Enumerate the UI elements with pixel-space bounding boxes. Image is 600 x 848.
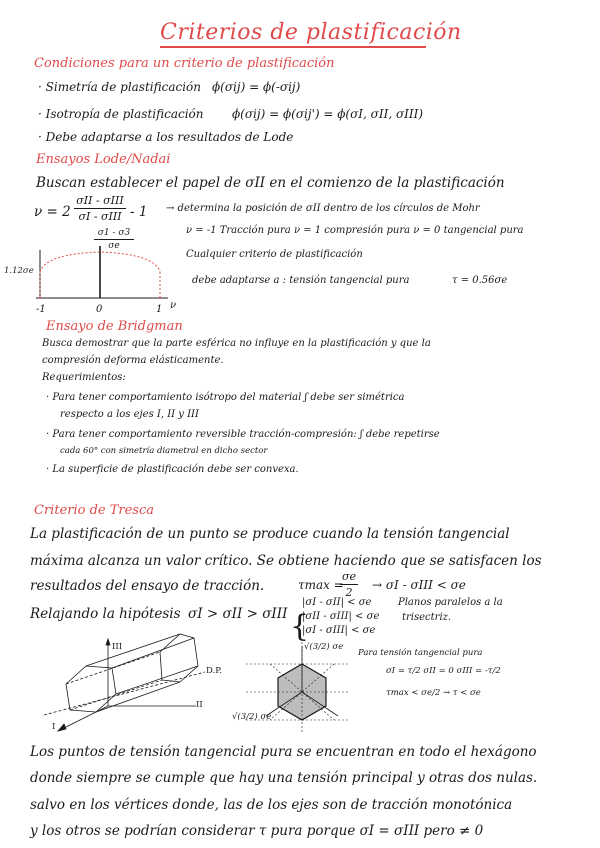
conclusion-line2: donde siempre se cumple que hay una tensión principal y otras dos nulas.	[30, 770, 538, 786]
lode-cases: ν = -1 Tracción pura ν = 1 compresión pura ν = 0 tangencial pura	[186, 225, 524, 236]
lode-adapt-text: debe adaptarse a : tensión tangencial pura	[192, 275, 410, 286]
graph-x-tick-neg1: -1	[36, 304, 46, 315]
tmax-numerator: σe	[341, 570, 357, 583]
lode-arrow-text: → determina la posición de σII dentro de los círculos de Mohr	[166, 203, 480, 214]
hex-label-left: √(3/2) σe	[232, 712, 272, 722]
tresca-tmax-rhs: → σI - σIII < σe	[372, 578, 466, 592]
hex-label-top: √(3/2) σe	[304, 642, 344, 652]
tresca-ineq3: |σI - σIII| < σe	[302, 625, 376, 636]
tang-heading: Para tensión tangencial pura	[358, 648, 483, 658]
lode-fraction-denominator: σI - σIII	[78, 210, 122, 223]
tresca-p2: máxima alcanza un valor crítico. Se obtiene haciendo que se satisfacen los	[30, 553, 542, 569]
graph-mark-numerator: σ1 - σ3	[97, 228, 131, 238]
tresca-planes2: trisectriz.	[402, 612, 452, 623]
lode-fraction-numerator: σII - σIII	[76, 194, 124, 207]
tresca-planes: Planos paralelos a la	[398, 597, 503, 608]
bullet-lode-adapt: · Debe adaptarse a los resultados de Lode	[38, 130, 294, 144]
bridgman-req2b: cada 60° con simetría diametral en dicho sector	[60, 446, 268, 456]
page-title: Criterios de plastificación	[160, 20, 462, 45]
conclusion-line4: y los otros se podrían considerar τ pura porque σI = σIII pero ≠ 0	[30, 823, 484, 839]
conclusion-line1: Los puntos de tensión tangencial pura se encuentran en todo el hexágono	[30, 744, 537, 760]
lode-minus-one: - 1	[130, 204, 148, 220]
fig-label-ii: II	[196, 700, 203, 710]
bullet-symmetry-label: · Simetría de plastificación	[38, 80, 202, 94]
tresca-p3: resultados del ensayo de tracción.	[30, 578, 265, 594]
graph-x-tick-0: 0	[96, 304, 103, 315]
tresca-tmax-lhs: τmax =	[298, 578, 344, 592]
lode-curve-text: Cualquier criterio de plastificación	[186, 249, 363, 260]
bridgman-req2a: · Para tener comportamiento reversible tracción-compresión: ʃ debe repetirse	[46, 429, 440, 440]
section-heading-conditions: Condiciones para un criterio de plastificación	[34, 56, 335, 71]
conclusion-line3: salvo en los vértices donde, las de los ejes son de tracción monotónica	[30, 797, 513, 813]
bullet-isotropy-equation: ϕ(σij) = ϕ(σij') = ϕ(σI, σII, σIII)	[232, 107, 424, 121]
fig-label-i: I	[52, 722, 56, 732]
bridgman-requirements: Requerimientos:	[42, 372, 126, 383]
bullet-symmetry-equation: ϕ(σij) = ϕ(-σij)	[212, 80, 301, 94]
tresca-relax-equation: σI > σII > σIII	[188, 606, 288, 622]
bridgman-req1b: respecto a los ejes I, II y III	[60, 409, 199, 420]
fig-label-iii: III	[112, 642, 123, 652]
lode-tau-equation: τ = 0.56σe	[452, 275, 508, 286]
bridgman-req1a: · Para tener comportamiento isótropo del material ʃ debe ser simétrica	[46, 392, 405, 403]
lode-nu-lhs: ν = 2	[34, 204, 71, 220]
bridgman-line2: compresión deforma elásticamente.	[42, 355, 224, 366]
tmax-denominator: 2	[345, 586, 353, 599]
section-heading-lode: Ensayos Lode/Nadai	[36, 152, 171, 167]
section-heading-tresca: Criterio de Tresca	[34, 503, 154, 518]
bridgman-line1: Busca demostrar que la parte esférica no influye en la plastificación y que la	[42, 338, 431, 349]
graph-axis-variable: ν	[170, 300, 177, 311]
tresca-p1: La plastificación de un punto se produce cuando la tensión tangencial	[30, 526, 510, 542]
section-heading-bridgman: Ensayo de Bridgman	[46, 319, 183, 334]
fig-label-dp: D.P.	[206, 666, 222, 676]
graph-mark-denominator: σe	[108, 241, 120, 251]
tresca-ineq1: |σI - σII| < σe	[302, 597, 372, 608]
tresca-relax: Relajando la hipótesis	[30, 606, 181, 622]
graph-x-tick-1: 1	[156, 304, 163, 315]
bridgman-req3: · La superficie de plastificación debe ser convexa.	[46, 464, 299, 475]
bullet-isotropy-label: · Isotropía de plastificación	[38, 107, 204, 121]
tresca-ineq2: |σII - σIII| < σe	[302, 611, 380, 622]
graph-y-label: 1.12σe	[4, 266, 34, 276]
tang-equation2: τmax < σe/2 → τ < σe	[386, 688, 481, 698]
lode-intro: Buscan establecer el papel de σII en el comienzo de la plastificación	[36, 175, 505, 191]
brace-icon: {	[290, 609, 310, 644]
tang-equation1: σI = τ/2 σII = 0 σIII = -τ/2	[386, 666, 501, 676]
